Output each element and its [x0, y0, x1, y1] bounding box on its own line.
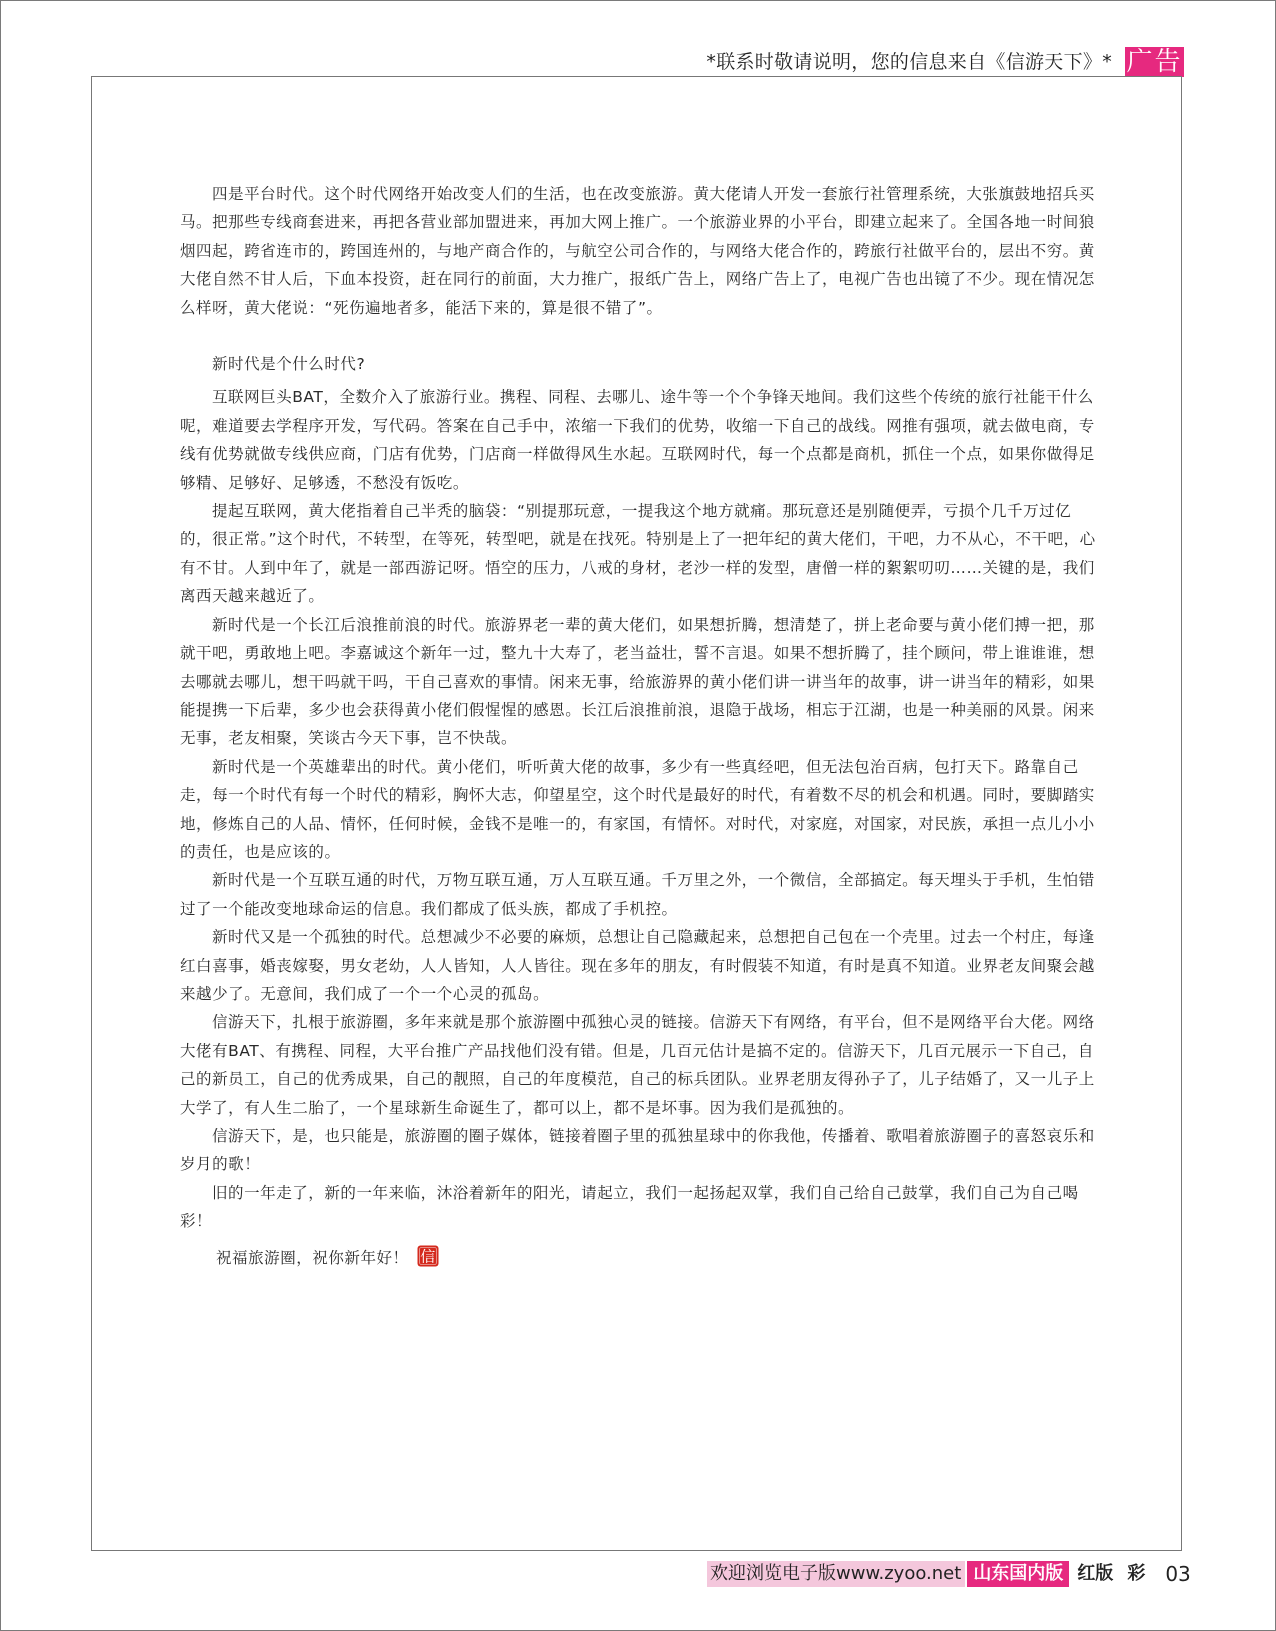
- paragraph-internet-pain: 提起互联网，黄大佬指着自己半秃的脑袋：“别提那玩意，一提我这个地方就痛。那玩意还是别随便弄，亏损个几千万过亿的，很正常。”这个时代，不转型，在等死，转型吧，就是在找死。特别是上了一把年纪的黄大佬们，干吧，力不从心，不干吧，心有不甘。人到中年了，就是一部西游记呀。悟空的压力，八戒的身材，老沙一样的发型，唐僧一样的絮絮叨叨……关键的是，我们离西天越来越近了。: [180, 502, 1096, 606]
- subheading-new-era: 新时代是个什么时代?: [212, 355, 366, 374]
- seal-char: 信: [419, 1247, 436, 1266]
- paragraph-circle-media: 信游天下，是，也只能是，旅游圈的圈子媒体，链接着圈子里的孤独星球中的你我他，传播着、歌唱着旅游圈子的喜怒哀乐和岁月的歌！: [180, 1127, 1095, 1174]
- footer-color-label: 彩: [1127, 1563, 1146, 1584]
- paragraph-internet-giants: 互联网巨头BAT，全数介入了旅游行业。携程、同程、去哪儿、途牛等一个个争锋天地间。我们这些个传统的旅行社能干什么呢，难道要去学程序开发，写代码。答案在自己手中，浓缩一下我们的优势，收缩一下自己的战线。网推有强项，就去做电商，专线有优势就做专线供应商，门店有优势，门店商一样做得风生水起。互联网时代，每一个点都是商机，抓住一个点，如果你做得足够精、足够好、足够透，不愁没有饭吃。: [180, 388, 1095, 492]
- contact-notice: *联系时敬请说明，您的信息来自《信游天下》*: [706, 51, 1112, 73]
- paragraph-platform-era: 四是平台时代。这个时代网络开始改变人们的生活，也在改变旅游。黄大佬请人开发一套旅行社管理系统，大张旗鼓地招兵买马。把那些专线商套进来，再把各营业部加盟进来，再加大网上推广。一个旅游业界的小平台，即建立起来了。全国各地一时间狼烟四起，跨省连市的，跨国连州的，与地产商合作的，与航空公司合作的，与网络大佬合作的，跨旅行社做平台的，层出不穷。黄大佬自然不甘人后，下血本投资，赶在同行的前面，大力推广，报纸广告上，网络广告上了，电视广告也出镜了不少。现在情况怎么样呀，黄大佬说：“死伤遍地者多，能活下来的，算是很不错了”。: [180, 185, 1095, 317]
- xin-seal-icon: [417, 1245, 439, 1267]
- page-number: 03: [1165, 1562, 1191, 1586]
- article-body: [180, 180, 1100, 1272]
- paragraph-xinyou-link: 信游天下，扎根于旅游圈，多年来就是那个旅游圈中孤独心灵的链接。信游天下有网络，有平台，但不是网络平台大佬。网络大佬有BAT、有携程、同程，大平台推广产品找他们没有错。但是，几百元估计是搞不定的。信游天下，几百元展示一下自己，自己的新员工，自己的优秀成果，自己的靓照，自己的年度模范，自己的标兵团队。业界老朋友得孙子了，儿子结婚了，又一儿子上大学了，有人生二胎了，一个星球新生命诞生了，都可以上，都不是坏事。因为我们是孤独的。: [180, 1013, 1095, 1117]
- paragraph-heroes: 新时代是一个英雄辈出的时代。黄小佬们，听听黄大佬的故事，多少有一些真经吧，但无法包治百病，包打天下。路靠自己走，每一个时代有每一个时代的精彩，胸怀大志，仰望星空，这个时代是最好的时代，有着数不尽的机会和机遇。同时，要脚踏实地，修炼自己的人品、情怀，任何时候，金钱不是唯一的，有家国，有情怀。对时代，对家庭，对国家，对民族，承担一点儿小小的责任，也是应该的。: [180, 757, 1095, 861]
- footer-browse-link[interactable]: 欢迎浏览电子版www.zyoo.net: [707, 1561, 965, 1587]
- paragraph-lonely-era: 新时代又是一个孤独的时代。总想减少不必要的麻烦，总想让自己隐藏起来，总想把自己包在一个壳里。过去一个村庄，每逢红白喜事，婚丧嫁娶，男女老幼，人人皆知，人人皆往。现在多年的朋友，有时假装不知道，有时是真不知道。业界老友间聚会越来越少了。无意间，我们成了一个一个心灵的孤岛。: [180, 928, 1095, 1003]
- closing-text: 祝福旅游圈，祝你新年好！: [216, 1248, 409, 1267]
- footer-red-edition: 红版: [1077, 1563, 1114, 1584]
- section-tag-advertisement: 广告: [1126, 47, 1183, 77]
- page-footer: [707, 1561, 1191, 1587]
- footer-edition-badge: 山东国内版: [967, 1561, 1069, 1587]
- closing-line: [180, 1244, 1100, 1272]
- paragraph-new-year: 旧的一年走了，新的一年来临，沐浴着新年的阳光，请起立，我们一起扬起双掌，我们自己给自己鼓掌，我们自己为自己喝彩！: [180, 1183, 1079, 1231]
- paragraph-interconnect: 新时代是一个互联互通的时代，万物互联互通，万人互联互通。千万里之外，一个微信，全部搞定。每天埋头于手机，生怕错过了一个能改变地球命运的信息。我们都成了低头族，都成了手机控。: [180, 871, 1095, 918]
- paragraph-waves: 新时代是一个长江后浪推前浪的时代。旅游界老一辈的黄大佬们，如果想折腾，想清楚了，拼上老命要与黄小佬们搏一把，那就干吧，勇敢地上吧。李嘉诚这个新年一过，整九十大寿了，老当益壮，誓不言退。如果不想折腾了，挂个顾问，带上谁谁谁，想去哪就去哪儿，想干吗就干吗，干自己喜欢的事情。闲来无事，给旅游界的黄小佬们讲一讲当年的故事，讲一讲当年的精彩，如果能提携一下后辈，多少也会获得黄小佬们假惺惺的感恩。长江后浪推前浪，退隐于战场，相忘于江湖，也是一种美丽的风景。闲来无事，老友相聚，笑谈古今天下事，岂不快哉。: [180, 615, 1095, 748]
